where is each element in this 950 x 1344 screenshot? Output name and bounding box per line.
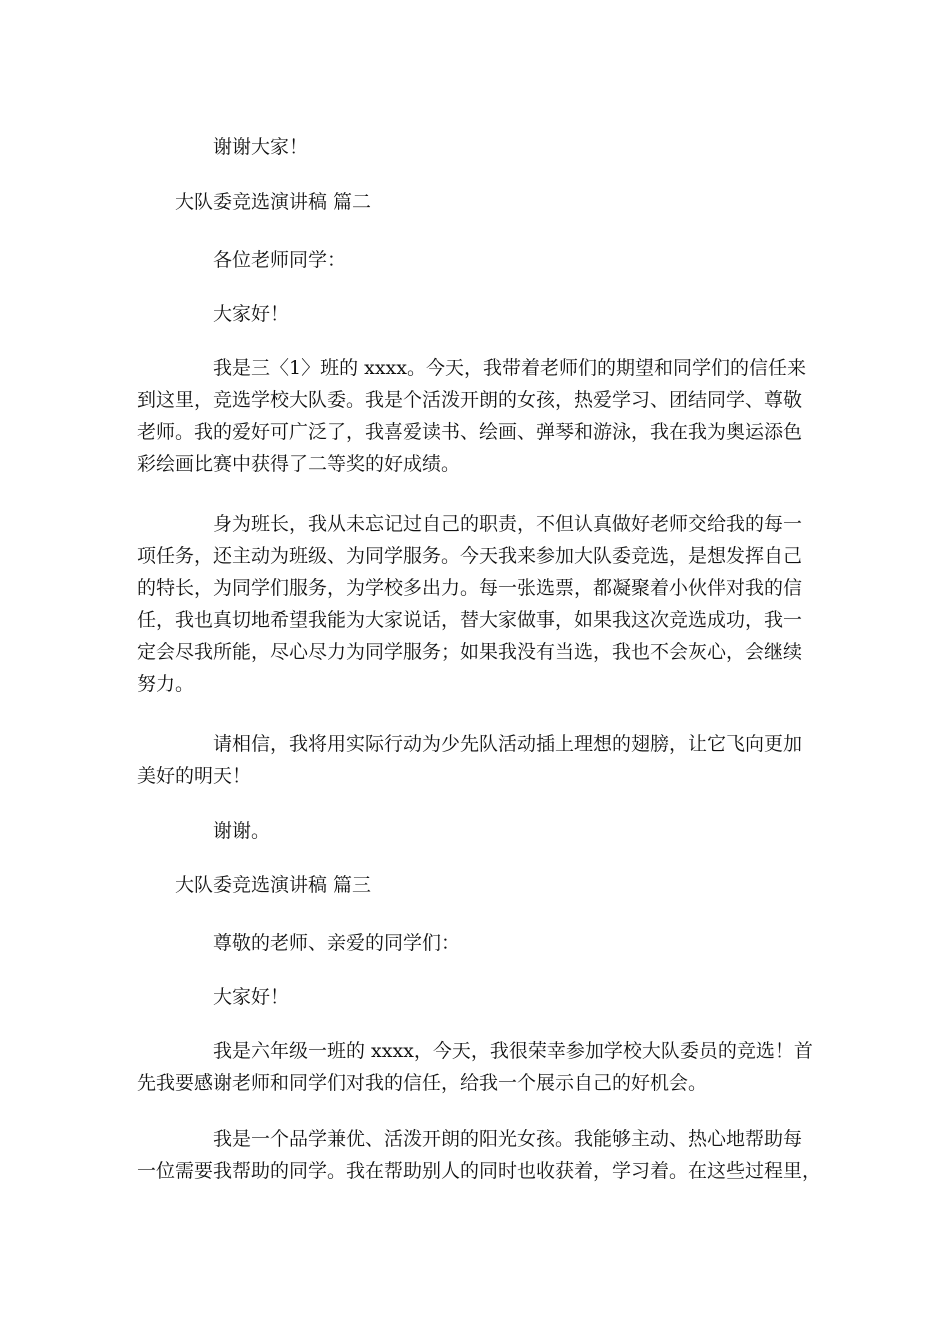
paragraph-sunshine-girl: 我是一个品学兼优、活泼开朗的阳光女孩。我能够主动、热心地帮助每 一位需要我帮助的同学。我在帮助别人的同时也收获着，学习着。在这些过程里， <box>137 1128 822 1182</box>
paragraph-thanks-all: 谢谢大家！ <box>213 136 309 158</box>
salutation-respected-teachers: 尊敬的老师、亲爱的同学们： <box>213 932 461 954</box>
paragraph-believe: 请相信，我将用实际行动为少先队活动插上理想的翅膀，让它飞向更加 美好的明天！ <box>137 733 803 787</box>
greeting-hello: 大家好！ <box>213 303 290 325</box>
paragraph-class-monitor: 身为班长，我从未忘记过自己的职责，不但认真做好老师交给我的每一 项任务，还主动为班级、为同学服务。今天我来参加大队委竞选，是想发挥自己 的特长，为同学们服务，为学校多出力。每一张选票，都凝聚着小伙伴对我的信 任，我也真切地希望我能为大家说话，替大家做事，如果我这次竞选成功，我一 定会尽我所能，尽心尽力为同学服务；如果我没有当选，我也不会灰心，会继续 努力。 <box>137 513 803 695</box>
section-heading-2: 大队委竞选演讲稿 篇二 <box>175 191 372 213</box>
salutation-teachers-students: 各位老师同学： <box>213 249 347 271</box>
greeting-hello-2: 大家好！ <box>213 986 290 1008</box>
paragraph-intro: 我是三〈1〉班的 xxxx。今天，我带着老师们的期望和同学们的信任来 到这里，竞选学校大队委。我是个活泼开朗的女孩，热爱学习、团结同学、尊敬 老师。我的爱好可广泛了，我喜爱读书、绘画、弹琴和游泳，我在我为奥运添色 彩绘画比赛中获得了二等奖的好成绩。 <box>137 357 806 475</box>
section-heading-3: 大队委竞选演讲稿 篇三 <box>175 874 372 896</box>
paragraph-grade-six-intro: 我是六年级一班的 xxxx，今天，我很荣幸参加学校大队委员的竞选！首 先我要感谢老师和同学们对我的信任，给我一个展示自己的好机会。 <box>137 1040 813 1094</box>
paragraph-thanks: 谢谢。 <box>213 820 271 842</box>
